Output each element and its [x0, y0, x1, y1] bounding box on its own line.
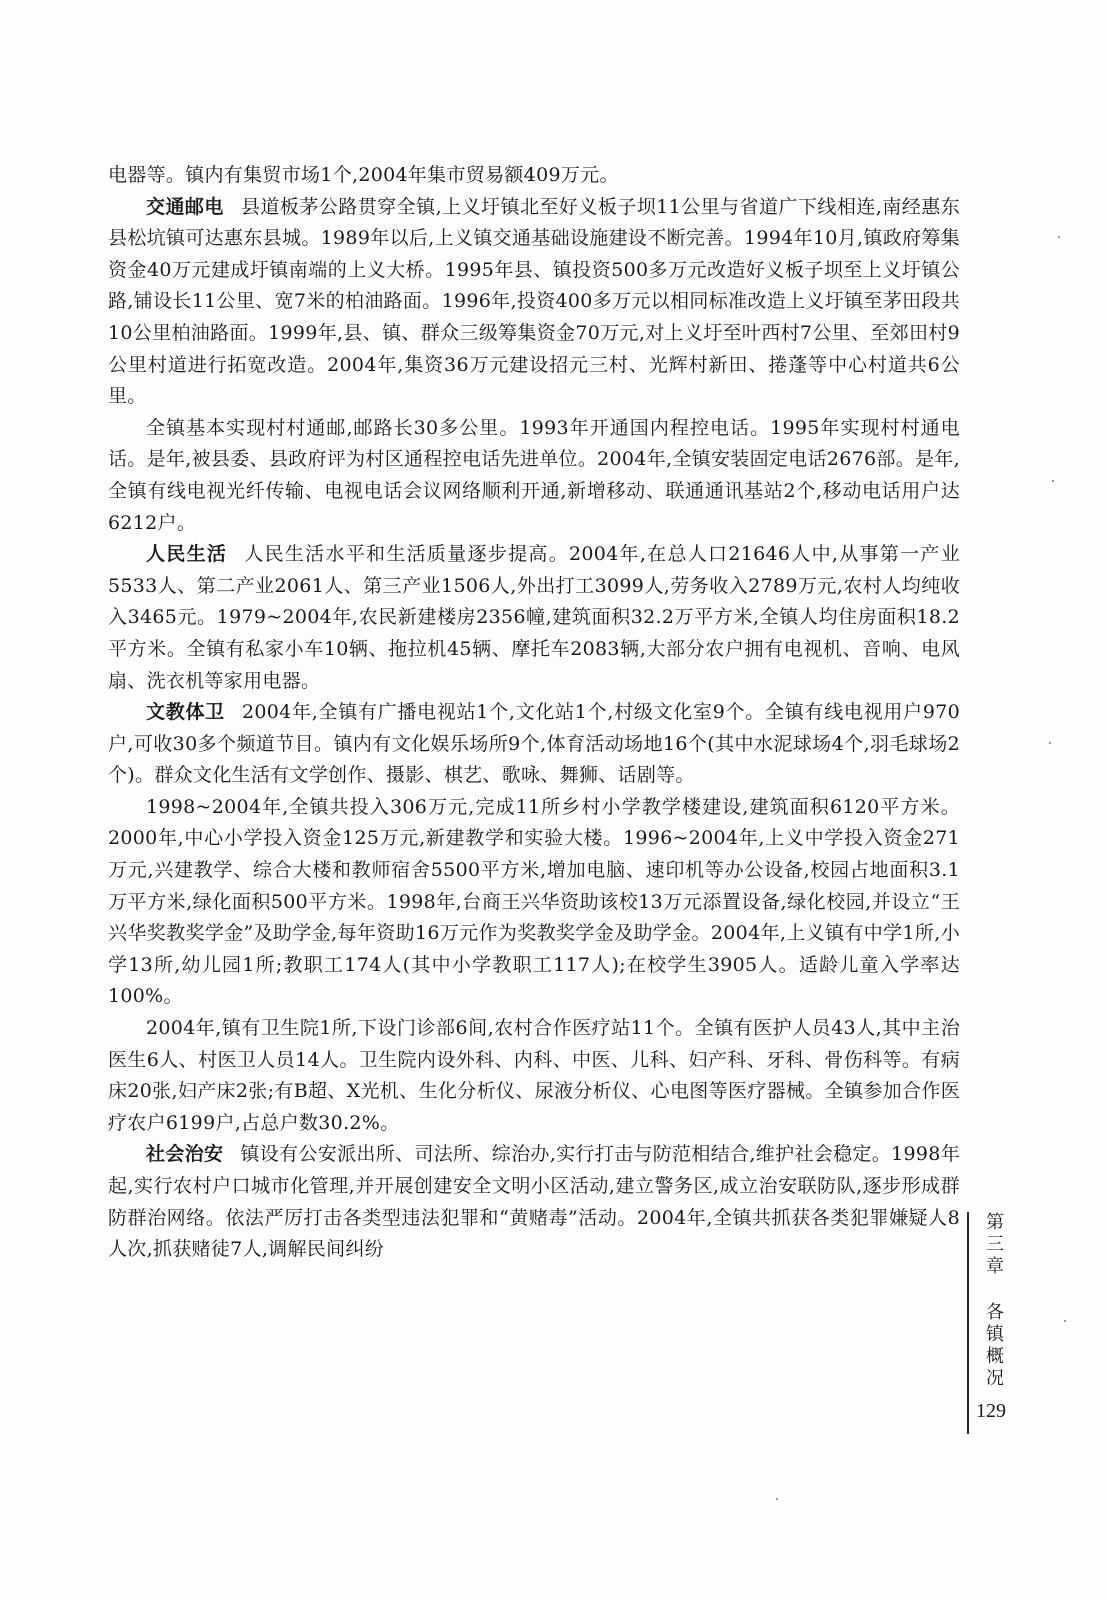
- body-text: [108, 160, 960, 1266]
- chapter-title: 各镇概况: [986, 1302, 1004, 1389]
- paragraph-text: 全镇基本实现村村通邮,邮路长30多公里。1993年开通国内程控电话。1995年实现村村通电话。是年,被县委、县政府评为村区通程控电话先进单位。2004年,全镇安装固定电话2676部。是年,全镇有线电视光纤传输、电视电话会议网络顺利开通,新增移动、联通通讯基站2个,移动电话用户达6212户。: [108, 416, 960, 534]
- scan-speck: [1064, 1320, 1066, 1322]
- scan-speck: [1052, 480, 1054, 482]
- paragraph-text: 镇设有公安派出所、司法所、综治办,实行打击与防范相结合,维护社会稳定。1998年起,实行农村户口城市化管理,并开展创建安全文明小区活动,建立警务区,成立治安联防队,逐步形成群防群治网络。依法严厉打击各类型违法犯罪和“黄赌毒”活动。2004年,全镇共抓获各类犯罪嫌疑人8人次,抓获赌徒7人,调解民间纠纷: [108, 1143, 960, 1261]
- sidebar-divider: [967, 1212, 969, 1434]
- paragraph: [108, 792, 960, 1013]
- paragraph: [108, 160, 960, 192]
- paragraph: [108, 413, 960, 539]
- paragraph: [108, 1013, 960, 1139]
- paragraph-traffic-post: [108, 192, 960, 413]
- paragraph-culture-education: [108, 697, 960, 792]
- paragraph-people-life: [108, 539, 960, 697]
- scan-speck: [1058, 236, 1060, 238]
- section-heading: 人民生活: [146, 543, 228, 566]
- section-heading: 文教体卫: [146, 701, 225, 724]
- section-heading: 交通邮电: [146, 195, 224, 218]
- paragraph-text: 人民生活水平和生活质量逐步提高。2004年,在总人口21646人中,从事第一产业5533人、第二产业2061人、第三产业1506人,外出打工3099人,劳务收入2789万元,农村人均纯收入3465元。1979~2004年,农民新建楼房2356幢,建筑面积32.2万平方米,全镇人均住房面积18.2平方米。全镇有私家小车10辆、拖拉机45辆、摩托车2083辆,大部分农户拥有电视机、音响、电风扇、洗衣机等家用电器。: [108, 543, 960, 692]
- section-heading: 社会治安: [146, 1143, 224, 1166]
- paragraph-text: 2004年,镇有卫生院1所,下设门诊部6间,农村合作医疗站11个。全镇有医护人员43人,其中主治医生6人、村医卫人员14人。卫生院内设外科、内科、中医、儿科、妇产科、牙科、骨伤科等。有病床20张,妇产床2张;有B超、X光机、生化分析仪、尿液分析仪、心电图等医疗器械。全镇参加合作医疗农户6199户,占总户数30.2%。: [108, 1017, 960, 1134]
- paragraph-text: 县道板茅公路贯穿全镇,上义圩镇北至好义板子坝11公里与省道广下线相连,南经惠东县松坑镇可达惠东县城。1989年以后,上义镇交通基础设施建设不断完善。1994年10月,镇政府筹集资金40万元建成圩镇南端的上义大桥。1995年县、镇投资500多万元改造好义板子坝至上义圩镇公路,铺设长11公里、宽7米的柏油路面。1996年,投资400多万元以相同标准改造上义圩镇至茅田段共10公里柏油路面。1999年,县、镇、群众三级筹集资金70万元,对上义圩至叶西村7公里、至郊田村9公里村道进行拓宽改造。2004年,集资36万元建设招元三村、光辉村新田、捲蓬等中心村道共6公里。: [108, 195, 960, 408]
- paragraph-text: 2004年,全镇有广播电视站1个,文化站1个,村级文化室9个。全镇有线电视用户970户,可收30多个频道节目。镇内有文化娱乐场所9个,体育活动场地16个(其中水泥球场4个,羽毛球场2个)。群众文化生活有文学创作、摄影、棋艺、歌咏、舞狮、话剧等。: [108, 701, 961, 787]
- chapter-label: 第三章: [986, 1212, 1004, 1277]
- paragraph-text: 电器等。镇内有集贸市场1个,2004年集市贸易额409万元。: [108, 164, 619, 186]
- scan-speck: [1049, 742, 1051, 744]
- page-number: 129: [976, 1400, 1006, 1422]
- paragraph-public-security: [108, 1139, 960, 1265]
- scan-speck: [776, 1498, 778, 1500]
- paragraph-text: 1998~2004年,全镇共投入306万元,完成11所乡村小学教学楼建设,建筑面积6120平方米。2000年,中心小学投入资金125万元,新建教学和实验大楼。1996~2004年,上义中学投入资金271万元,兴建教学、综合大楼和教师宿舍5500平方米,增加电脑、速印机等办公设备,校园占地面积3.1万平方米,绿化面积500平方米。1998年,台商王兴华资助该校13万元添置设备,绿化校园,并设立“王兴华奖教奖学金”及助学金,每年资助16万元作为奖教奖学金及助学金。2004年,上义镇有中学1所,小学13所,幼儿园1所;教职工174人(其中小学教职工117人);在校学生3905人。适龄儿童入学率达100%。: [108, 795, 960, 1008]
